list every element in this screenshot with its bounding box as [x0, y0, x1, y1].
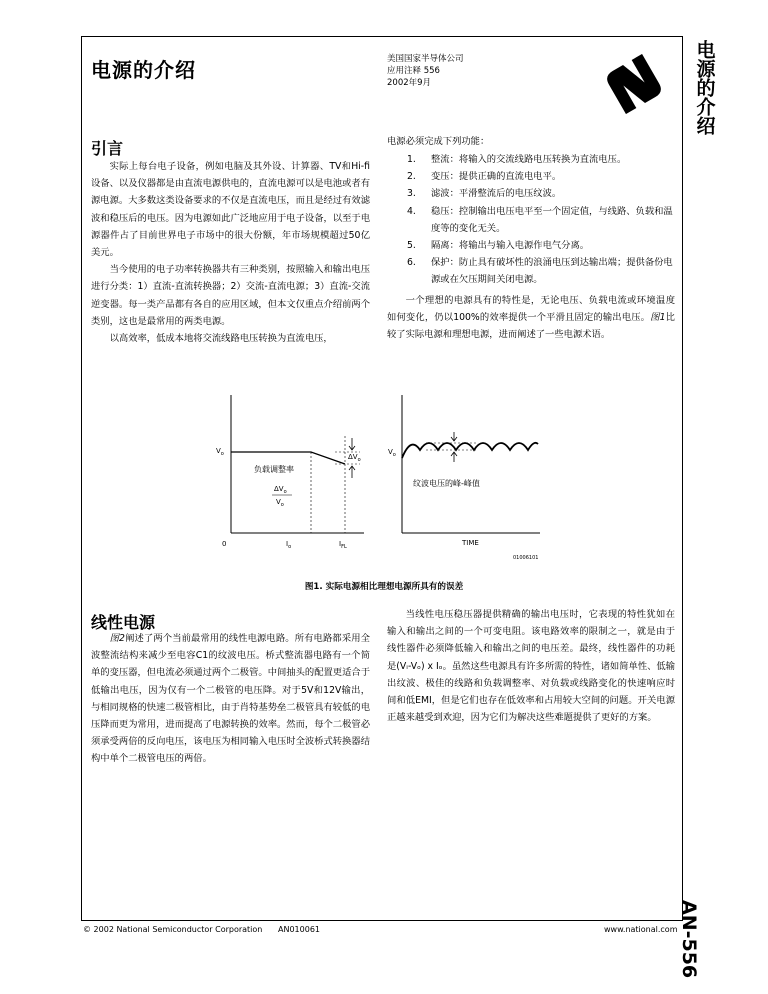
figure-reference: 图1: [650, 312, 666, 324]
list-item: [407, 203, 675, 237]
app-note-number: 应用注释 556: [387, 66, 440, 76]
list-item: [407, 254, 675, 288]
side-title-text: 电源的介绍: [693, 40, 716, 135]
functions-intro: [387, 133, 675, 150]
intro-heading: 引言: [91, 139, 124, 158]
functions-intro-text: 电源必须完成下列功能：: [387, 136, 490, 147]
publication-info: [387, 53, 464, 89]
delta-vo-label: $\Delta V_o$: [348, 453, 361, 463]
ideal-text-a: 一个理想的电源具有的特性是，无论电压、负载电流或环境温度如何变化，仍以100%的效率提供一个平滑且固定的输出电压。: [387, 295, 675, 324]
fraction-numerator: $\Delta V_o$: [274, 485, 287, 495]
right-vo-label: $V_o$: [388, 448, 396, 458]
time-label: TIME: [462, 539, 479, 547]
ifl-label: $I_{FL}$: [339, 540, 347, 550]
delta-arrow-down-icon: [349, 438, 355, 450]
linear-heading: 线性电源: [91, 613, 156, 632]
list-item: [407, 168, 675, 185]
page-title: 电源的介绍: [91, 58, 196, 82]
fraction-denominator: $V_o$: [276, 498, 284, 508]
item-text: 稳压：控制输出电压电平至一个固定值，与线路、负载和温度等的变化无关。: [431, 205, 673, 234]
item-number: 2.: [407, 171, 416, 183]
ripple-arrow-down-icon: [451, 432, 457, 441]
side-title: [690, 40, 718, 140]
figure-id: 01006101: [513, 555, 539, 561]
list-item: [407, 185, 675, 202]
functions-list: [407, 151, 675, 289]
ideal-supply-paragraph: [387, 292, 675, 344]
item-number: 1.: [407, 154, 416, 165]
intro-left-column: [91, 158, 370, 347]
load-regulation-label: 负载调整率: [254, 465, 294, 474]
item-text: 隔离：将输出与输入电源作电气分离。: [431, 240, 590, 252]
linear-right-column: [387, 606, 675, 726]
publication-date: 2002年9月: [387, 78, 432, 88]
list-item: [407, 237, 675, 254]
company-name: 美国国家半导体公司: [387, 54, 464, 64]
intro-paragraph: 实际上每台电子设备，例如电脑及其外设、计算器、TV和Hi-fi设备、以及仪器都是由直流电源供电的，直流电源可以是电池或者有源电源。大多数这类设备要求的不仅是直流电压，而且是经过有效滤波和稳压后的电压。因为电源如此广泛地应用于电子设备，以至于电源器件占了目前世界电子市场中的很大份额，年市场规模超过50亿美元。: [91, 161, 370, 259]
linear-text-1: 阐述了两个当前最常用的线性电源电路。所有电路都采用全波整流结构来减少至电容C1的纹波电压。桥式整流器电路有一个简单的变压器，但电流必须通过两个二极管。中间抽头的配置更适合于低输出电压，因为仅有一个二极管的电压降。对于5V和12V输出，与相同规格的快速二极管相比，由于肖特基势垒二极管具有较低的电压降而更为常用，进而提高了电源转换的效率。然而，每个二极管必须承受两倍的反向电压，该电压为相同输入电压时全波桥式转换器结构中单个二极管电压的两倍。: [91, 633, 370, 765]
linear-paragraph-1: [91, 630, 370, 768]
side-code: AN-556: [678, 900, 700, 979]
ripple-waveform: [402, 443, 538, 458]
load-regulation-curve: [231, 452, 345, 464]
item-text: 滤波：平滑整流后的电压纹波。: [431, 188, 562, 200]
footer-rule: [81, 920, 682, 921]
ideal-supply-text: [387, 292, 675, 344]
intro-paragraph: 以高效率，低成本地将交流线路电压转换为直流电压，: [109, 333, 333, 345]
origin-label: 0: [222, 540, 227, 548]
national-semiconductor-logo: [604, 54, 664, 114]
item-text: 变压：提供正确的直流电电平。: [431, 171, 562, 183]
intro-paragraph: 当今使用的电子功率转换器共有三种类别，按照输入和输出电压进行分类：1）直流-直流转换器；2）交流-直流电源；3）直流-交流逆变器。每一类产品都有各自的应用区域，但本文仅重点介绍前两个类别，这也是最常用的两类电源。: [91, 264, 370, 327]
item-number: 6.: [407, 257, 416, 269]
figure-caption: 图1. 实际电源相比理想电源所具有的误差: [304, 582, 464, 592]
linear-paragraph-2: 当线性电压稳压器提供精确的输出电压时，它表现的特性犹如在输入和输出之间的一个可变电阻。该电路效率的限制之一，就是由于线性器件必须降低输入和输出之间的电压差。最终，线性器件的功耗是(Vᵢ-Vₒ) x Iₒ。虽然这些电源具有许多所需的特性，诸如简单性、低输出纹波、极佳的线路和负载调整率、对负载或线路变化的快速响应时间和低EMI，但是它们也存在低效率和占用较大空间的问题。开关电源正越来越受到欢迎，因为它们为解决这些难题提供了更好的方案。: [387, 609, 676, 724]
item-number: 4.: [407, 205, 416, 217]
ideal-text-b: 比较了实际电源和理想电源，进而阐述了一些电源术语。: [387, 312, 675, 341]
footer-doc-number: AN010061: [278, 925, 320, 934]
left-vo-label: $V_o$: [216, 447, 224, 457]
item-number: 5.: [407, 240, 416, 252]
io-label: $I_o$: [286, 540, 292, 550]
ripple-label: 纹波电压的峰-峰值: [413, 479, 480, 488]
footer-copyright: © 2002 National Semiconductor Corporation: [83, 925, 263, 934]
ripple-arrow-up-icon: [451, 452, 457, 462]
linear-left-column: [91, 630, 370, 768]
item-text: 保护：防止具有破坏性的浪涌电压到达输出端；提供备份电源或在欠压期间关闭电源。: [431, 257, 673, 286]
figure-1: [200, 388, 580, 563]
item-text: 整流：将输入的交流线路电压转换为直流电压。: [431, 154, 627, 165]
list-item: [407, 151, 675, 168]
figure-reference: 图2: [109, 633, 125, 644]
footer-url[interactable]: www.national.com: [604, 925, 678, 934]
delta-arrow-up-icon: [349, 466, 355, 478]
item-number: 3.: [407, 188, 416, 200]
